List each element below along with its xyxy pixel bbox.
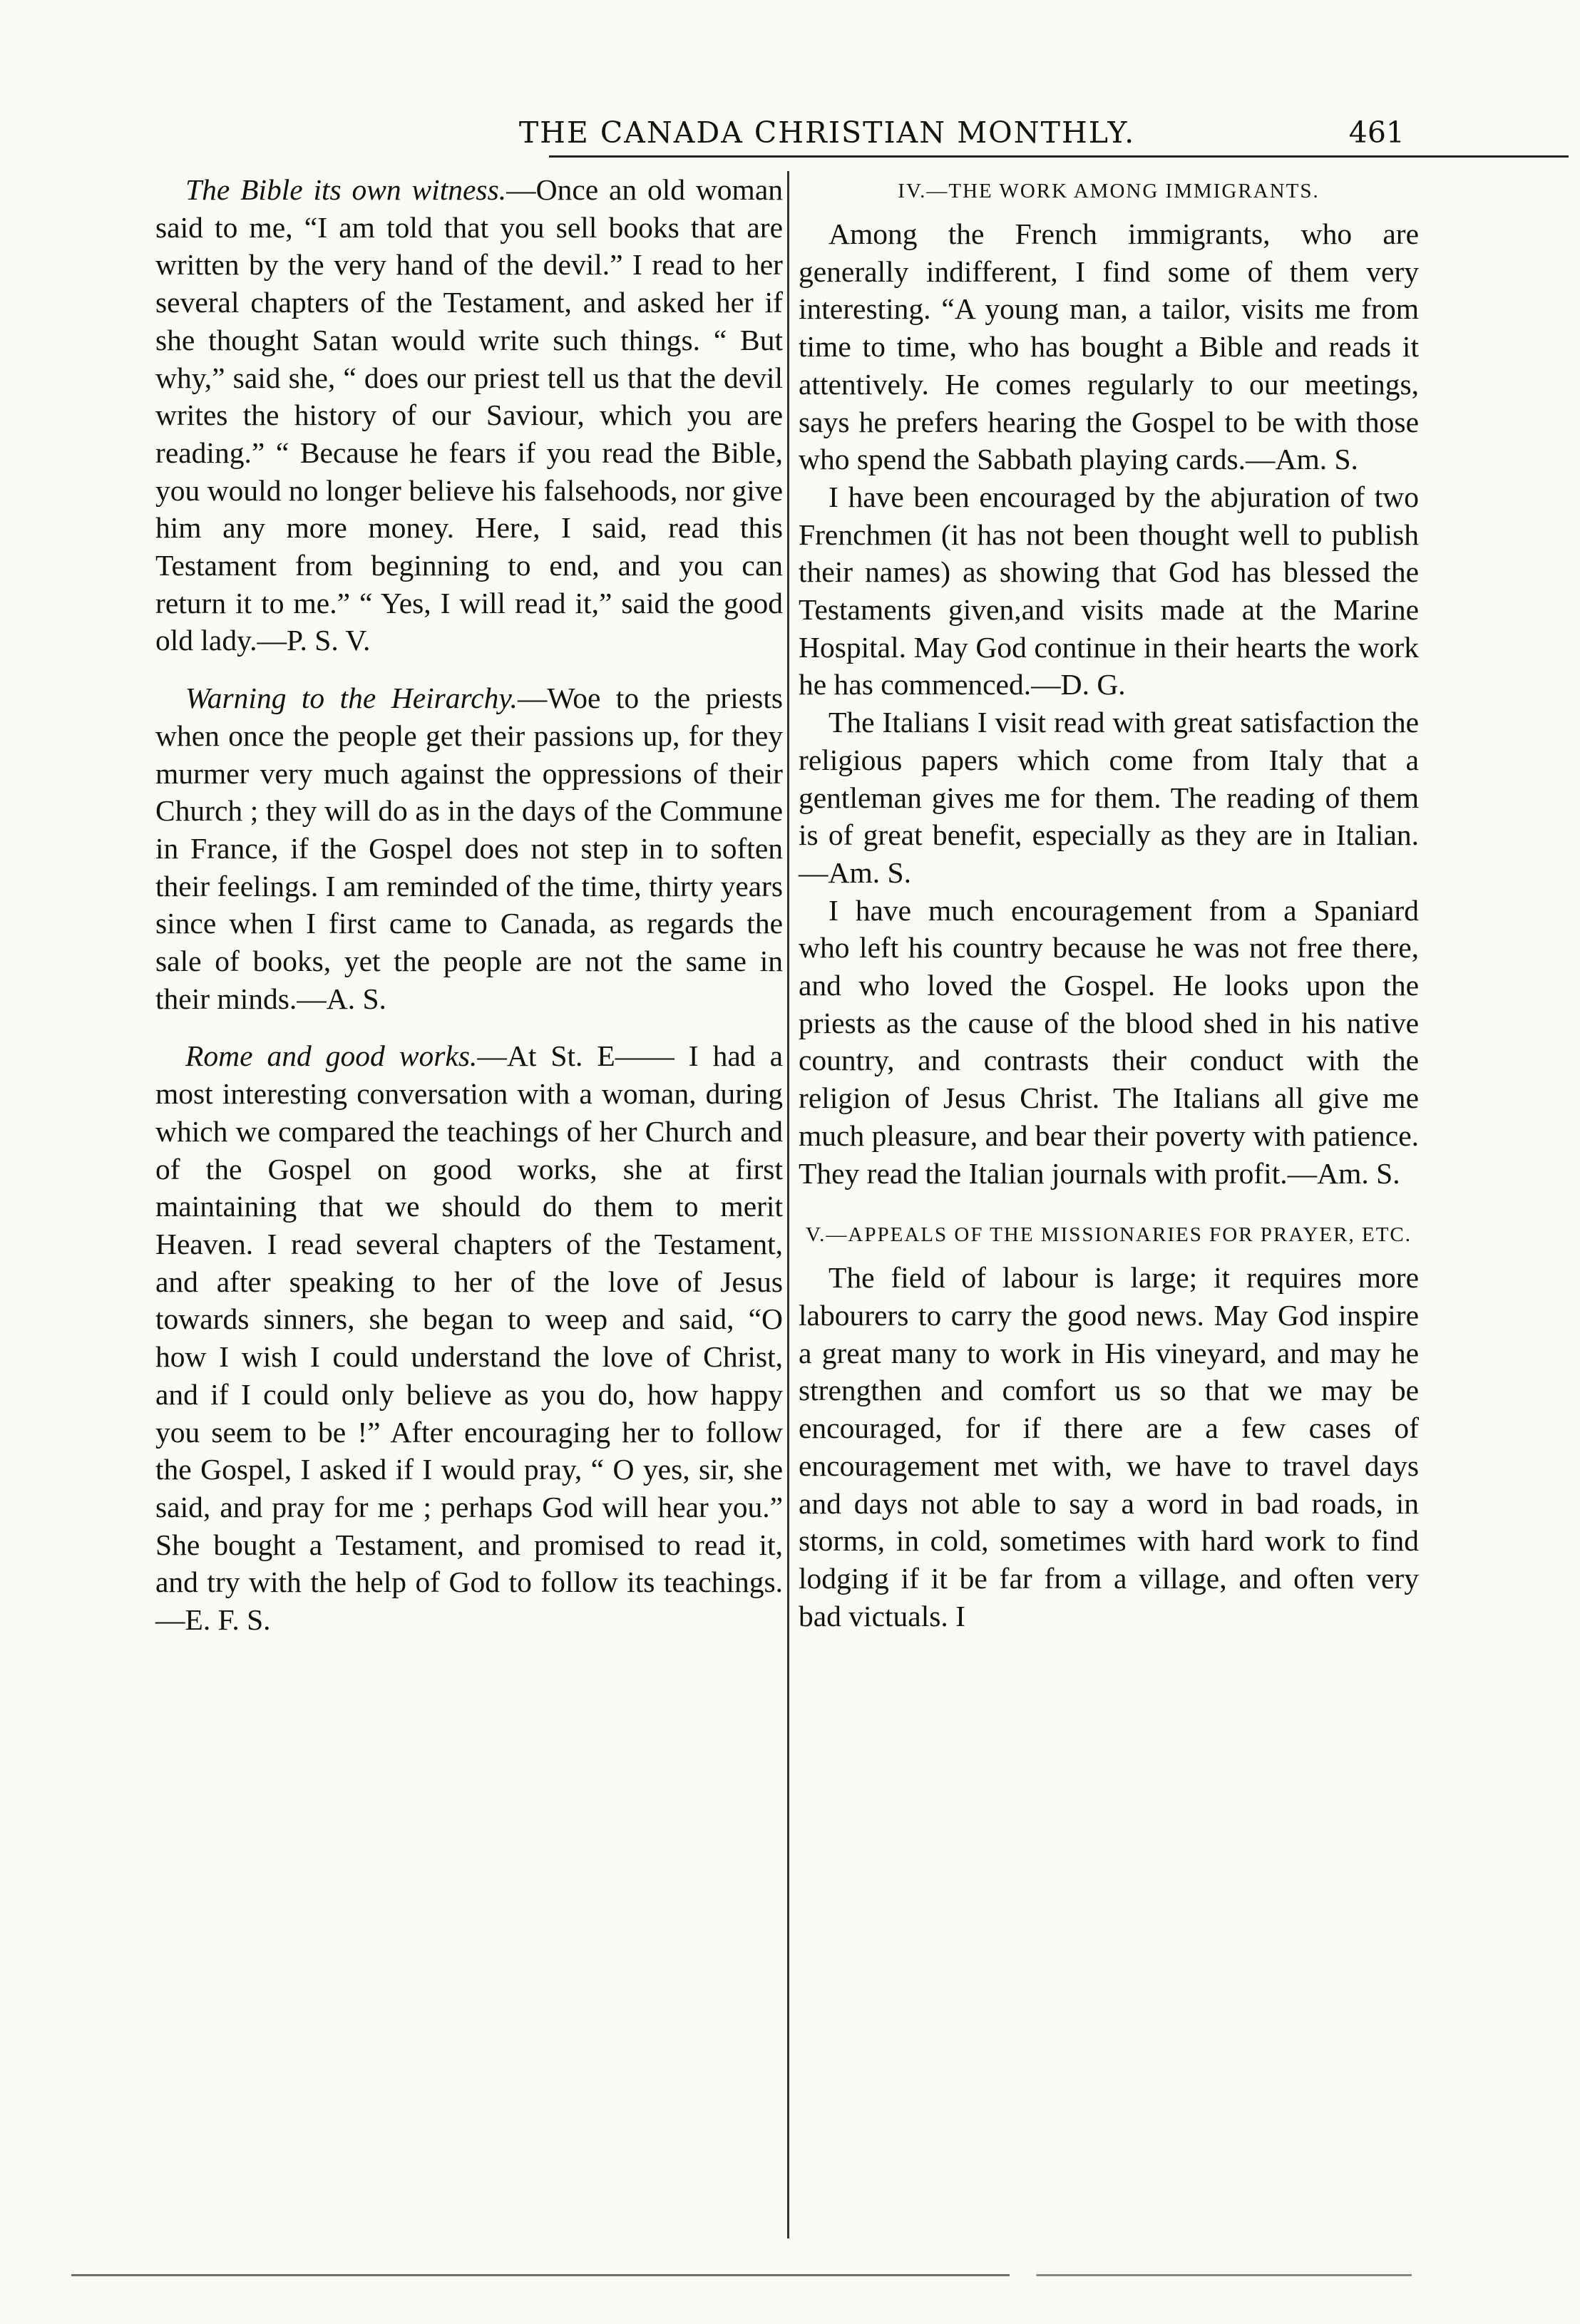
running-head [150,111,1426,161]
paragraph-heading: Rome and good works. [185,1039,478,1073]
paragraph-frenchmen-abjuration: I have been encouraged by the abjuration of two Frenchmen (it has not been thought well to publish their names) as showing that God has blessed the Testaments given,and visits made at the Marine Hospital. May God continue in their hearts the work he has commenced.—D. G. [799,480,1419,701]
paragraph-body: —Once an old woman said to me, “I am told that you sell books that are written by the very hand of the devil.” I read to her several chapters of the Testament, and asked her if she thought Satan would write such things. “ But why,” said she, “ does our priest tell us that the devil writes the history of our Saviour, which you are reading.” “ Because he fears if you read the Bible, you would no longer believe his falsehoods, nor give him any more money. Here, I said, read this Testament from beginning to end, and you can return it to me.” “ Yes, I will read it,” said the good old lady.—P. S. V. [155,173,783,657]
section-heading-appeals: V.—APPEALS OF THE MISSIONARIES FOR PRAYER, ETC. [805,1223,1412,1247]
paragraph-spaniard: I have much encouragement from a Spaniard who left his country because he was not free there, and who loved the Gospel. He looks upon the priests as the cause of the blood shed in his native country, and contrasts their conduct with the religion of Jesus Christ. The Italians all give me much pleasure, and bear their poverty with patience. They read the Italian journals with profit.—Am. S. [799,893,1420,1190]
paragraph-heading: The Bible its own witness. [185,173,507,206]
paragraph-field-of-labour: The field of labour is large; it requires more labourers to carry the good news. May God inspire a great many to work in His vineyard, and may he strengthen and comfort us so that we may be encouraged, for if there are a few cases of encouragement met with, we have to travel days and days not able to say a word in bad roads, in storms, in cold, sometimes with hard work to find lodging if it be far from a village, and often very bad victuals. I [799,1261,1419,1633]
paragraph-heading: Warning to the Heirarchy. [185,682,518,715]
paragraph-warning-heirarchy [155,679,783,1017]
paragraph-bible-witness [155,171,783,659]
header-rule [549,155,1569,158]
right-column [799,171,1419,1635]
left-column [155,171,783,1639]
paragraph-italians: The Italians I visit read with great satisfaction the religious papers which come from Italy that a gentleman gives me for them. The reading of them is of great benefit, especially as they are in Italian.—Am. S. [799,706,1419,889]
paragraph-rome-good-works [155,1037,783,1638]
running-title: THE CANADA CHRISTIAN MONTHLY. [518,115,1136,150]
bottom-rule [71,2274,1412,2276]
page-number: 461 [1348,115,1405,150]
column-divider [787,171,789,2238]
section-heading-immigrants: IV.—THE WORK AMONG IMMIGRANTS. [898,180,1320,202]
paragraph-body: —At St. E—— I had a most interesting conversation with a woman, during which we compared the teachings of her Church and of the Gospel on good works, she at first maintaining that we should do them to merit Heaven. I read several chapters of the Testament, and after speaking to her of the love of Jesus towards sinners, she began to weep and said, “O how I wish I could understand the love of Christ, and if I could only believe as you do, how happy you seem to be !” After encouraging her to follow the Gospel, I asked if I would pray, “ O yes, sir, she said, and pray for me ; perhaps God will hear you.” She bought a Testament, and promised to read it, and try with the help of God to follow its teachings.—E. F. S. [155,1039,784,1637]
paragraph-body: —Woe to the priests when once the people get their passions up, for they murmer very much against the oppressions of their Church ; they will do as in the days of the Commune in France, if the Gospel does not step in to soften their feelings. I am reminded of the time, thirty years since when I first came to Canada, as regards the sale of books, yet the people are not the same in their minds.—A. S. [155,682,783,1015]
paragraph-french-immigrants: Among the French immigrants, who are generally indifferent, I find some of them very interesting. “A young man, a tailor, visits me from time to time, who has bought a Bible and reads it attentively. He comes regularly to our meetings, says he prefers hearing the Gospel to be with those who spend the Sabbath playing cards.—Am. S. [799,217,1419,476]
